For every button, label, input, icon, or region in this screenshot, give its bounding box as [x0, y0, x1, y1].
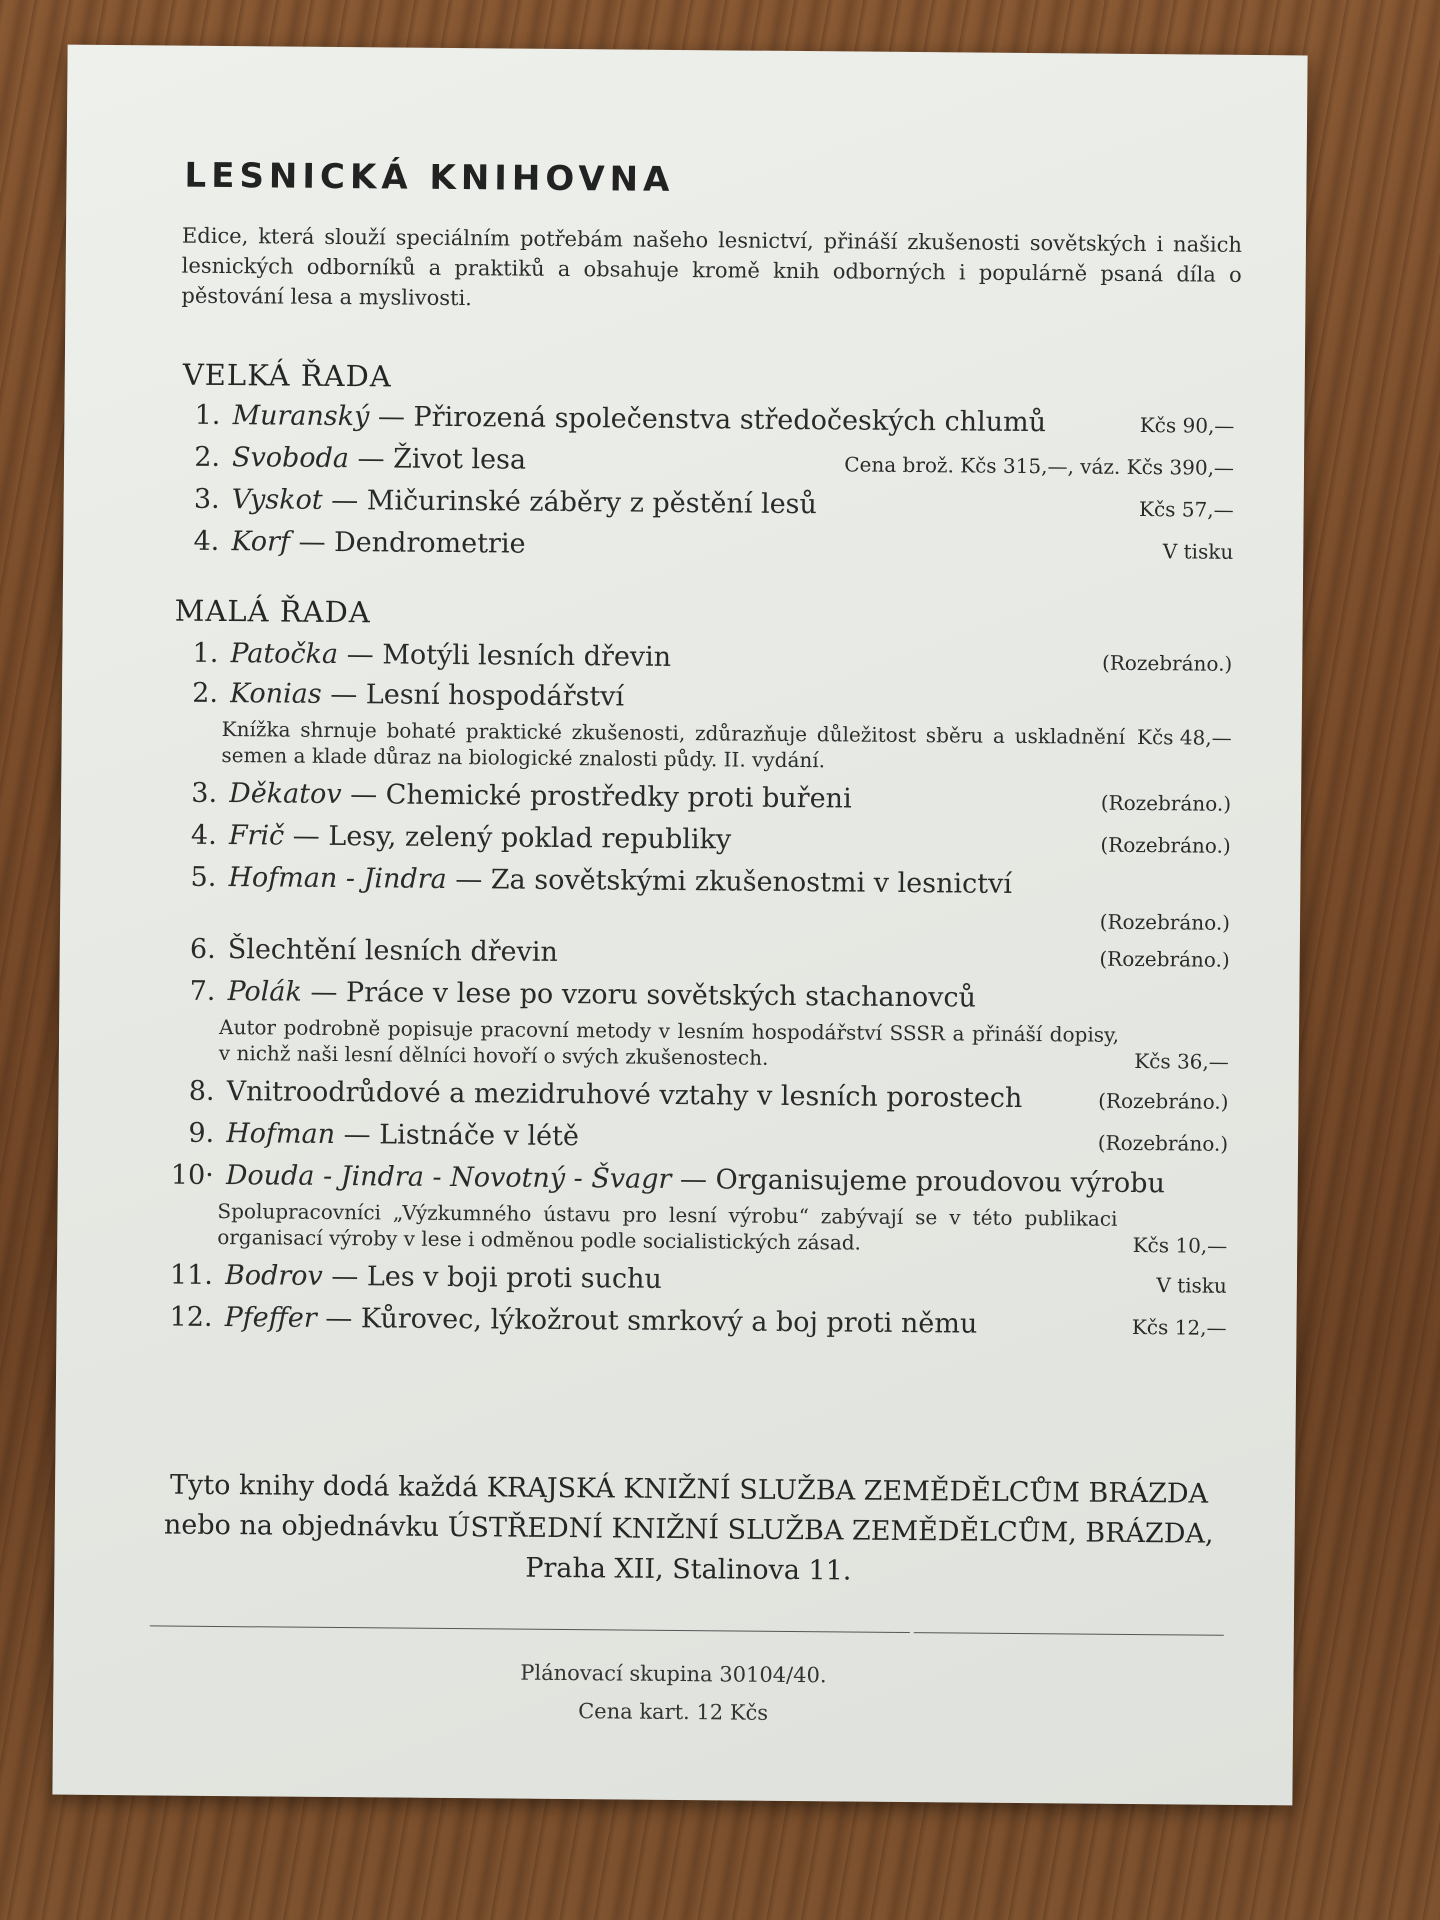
item-price: (Rozebráno.): [1098, 1088, 1229, 1114]
item-title: Vnitroodrůdové a mezidruhové vztahy v lesních porostech: [226, 1076, 1023, 1114]
item-author: Bodrov: [224, 1260, 323, 1292]
item-price: Cena brož. Kčs 315,—, váz. Kčs 390,—: [844, 452, 1235, 480]
list-item: 2. Konias — Lesní hospodářství: [192, 677, 625, 713]
item-price: Kčs 90,—: [1139, 412, 1235, 438]
item-price: (Rozebráno.): [1100, 832, 1231, 858]
item-author: Svoboda: [231, 442, 350, 475]
card-price: Cena kart. 12 Kčs: [578, 1699, 769, 1725]
item-price: Kčs 10,—: [1132, 1232, 1228, 1258]
item-title: Organisujeme proudovou výrobu: [715, 1164, 1166, 1200]
list-item: 1. Patočka — Motýli lesních dřevin (Rozebráno.): [172, 634, 1232, 684]
list-item: 3. Vyskot — Mičurinské záběry z pěstění lesů Kčs 57,—: [174, 480, 1234, 530]
item-title: Motýli lesních dřevin: [382, 639, 672, 673]
list-item: 6. Šlechtění lesních dřevin (Rozebráno.): [170, 930, 1230, 980]
list-item: 7. Polák — Práce v lese po vzoru sovětských stachanovců: [189, 975, 977, 1014]
item-title: Kůrovec, lýkožrout smrkový a boj proti němu: [360, 1303, 978, 1340]
item-title: Za sovětskými zkušenostmi v lesnictví: [490, 864, 1013, 900]
item-price: Kčs 36,—: [1134, 1048, 1229, 1074]
item-title: Lesní hospodářství: [365, 679, 625, 713]
item-author: Polák: [227, 976, 302, 1008]
item-price: (Rozebráno.): [1101, 650, 1233, 676]
section-velka-title: VELKÁ ŘADA: [182, 357, 392, 394]
divider: [150, 1625, 910, 1633]
book-back-cover: [52, 45, 1307, 1806]
list-item: 1. Muranský — Přirozená společenstva středočeských chlumů Kčs 90,—: [174, 396, 1234, 446]
item-price: (Rozebráno.): [1097, 1130, 1229, 1156]
item-author: Pfeffer: [224, 1302, 317, 1334]
list-item: 3. Děkatov — Chemické prostředky proti buřeni (Rozebráno.): [171, 774, 1231, 824]
item-author: Konias: [229, 678, 322, 710]
item-title: Lesy, zelený poklad republiky: [328, 820, 732, 856]
item-price: V tisku: [1156, 1273, 1227, 1298]
item-author: Vyskot: [231, 484, 323, 516]
item-author: Muranský: [232, 400, 370, 433]
item-price: Kčs 48,—: [1136, 724, 1232, 750]
item-author: Korf: [231, 526, 291, 558]
series-intro: Edice, která slouží speciálním potřebám našeho lesnictví, přináší zkušenosti sovětských i našich lesnických odborníků a praktiků a obsahuje kromě knih odborných i populárně psaná díla o pěstování lesa a myslivosti.: [181, 223, 1243, 311]
item-title: Život lesa: [393, 443, 527, 476]
list-item: 4. Frič — Lesy, zelený poklad republiky (Rozebráno.): [171, 816, 1231, 866]
list-item: 5. Hofman - Jindra — Za sovětskými zkušenostmi v lesnictví: [190, 861, 1013, 900]
item-author: Frič: [228, 820, 285, 852]
item-title: Dendrometrie: [333, 526, 526, 560]
divider: [914, 1632, 1224, 1636]
item-title: Les v boji proti suchu: [366, 1261, 662, 1295]
item-price: Kčs 12,—: [1131, 1314, 1227, 1340]
item-description: Kčs 10,— Spolupracovníci „Výzkumného ústavu pro lesní výrobu“ zabývají se v této publikaci organisací výroby v lese i odměnou podle socialistických zásad.: [217, 1198, 1228, 1258]
list-item: 8. Vnitroodrůdové a mezidruhové vztahy v lesních porostech (Rozebráno.): [168, 1072, 1228, 1122]
section-mala-title: MALÁ ŘADA: [174, 593, 371, 630]
list-item: 11. Bodrov — Les v boji proti suchu V tisku: [167, 1256, 1227, 1306]
item-title: Práce v lese po vzoru sovětských stachanovců: [345, 977, 977, 1014]
list-item: 12. Pfeffer — Kůrovec, lýkožrout smrkový a boj proti němu Kčs 12,—: [166, 1298, 1226, 1348]
item-price: Kčs 57,—: [1138, 496, 1234, 522]
item-price: (Rozebráno.): [1100, 790, 1232, 816]
list-item: 10· Douda - Jindra - Novotný - Švagr — Organisujeme proudovou výrobu: [170, 1159, 1166, 1200]
item-description: Kčs 48,— Knížka shrnuje bohaté praktické zkušenosti, zdůrazňuje důležitost sběru a uskladnění semen a klade důraz na biologické znalosti půdy. II. vydání.: [221, 716, 1232, 773]
item-author: Děkatov: [228, 778, 342, 811]
item-author: Douda - Jindra - Novotný - Švagr: [225, 1160, 672, 1195]
item-title: Listnáče v létě: [379, 1119, 580, 1153]
item-author: Patočka: [230, 638, 339, 671]
item-author: Hofman: [226, 1118, 336, 1150]
item-title: Mičurinské záběry z pěstění lesů: [366, 485, 818, 521]
item-price: (Rozebráno.): [1099, 946, 1230, 972]
item-title: Přirozená společenstva středočeských chlumů: [413, 401, 1047, 439]
series-heading: LESNICKÁ KNIHOVNA: [184, 155, 675, 200]
item-price: V tisku: [1162, 539, 1234, 564]
list-item: 2. Svoboda — Život lesa Cena brož. Kčs 315,—, váz. Kčs 390,—: [174, 438, 1234, 488]
item-description: Kčs 36,— Autor podrobně popisuje pracovní metody v lesním hospodářství SSSR a přináší dopisy, v nichž naši lesní dělníci hovoří o svých zkušenostech.: [218, 1014, 1229, 1074]
item-title: Chemické prostředky proti buřeni: [385, 779, 852, 815]
item-title: Šlechtění lesních dřevin: [227, 934, 558, 968]
planning-group: Plánovací skupina 30104/40.: [520, 1660, 827, 1688]
distribution-note: Tyto knihy dodá každá KRAJSKÁ KNIŽNÍ SLUŽBA ZEMĚDĚLCŮM BRÁZDA nebo na objednávku ÚSTŘEDNÍ KNIŽNÍ SLUŽBA ZEMĚDĚLCŮM, BRÁZDA, Praha XII, Stalinova 11.: [163, 1469, 1214, 1587]
list-item: 9. Hofman — Listnáče v létě (Rozebráno.): [168, 1114, 1228, 1164]
list-item: 4. Korf — Dendrometrie V tisku: [173, 522, 1233, 572]
item-author: Hofman - Jindra: [228, 862, 447, 895]
item-price: (Rozebráno.): [1099, 909, 1231, 935]
